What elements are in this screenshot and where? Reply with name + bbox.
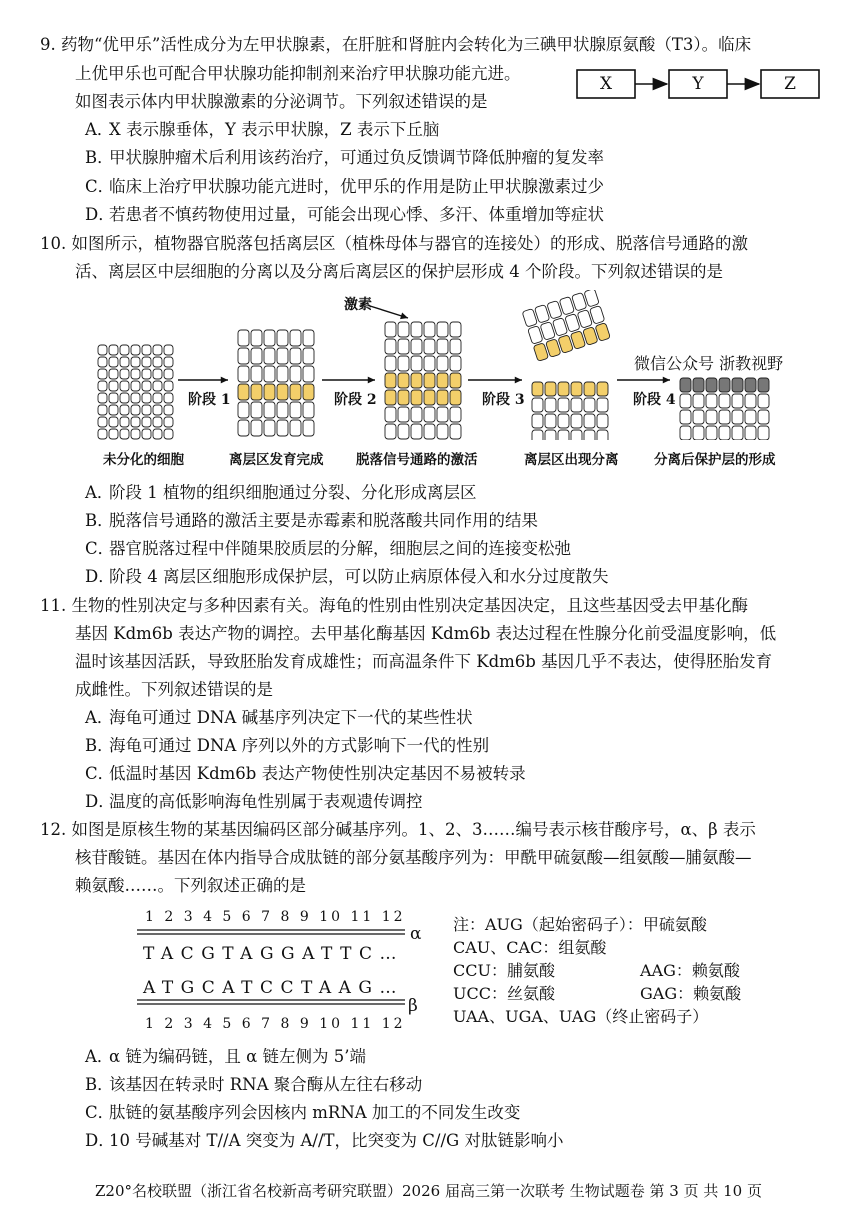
q9-option-d: D．若患者不慎药物使用过量，可能会出现心悸、多汗、体重增加等症状	[85, 205, 604, 224]
zone-cell	[264, 384, 275, 400]
alpha-position-numbers: 1 2 3 4 5 6 7 8 9 10 11 12	[145, 909, 406, 925]
activated-cell	[385, 356, 396, 371]
undifferentiated-cell	[98, 381, 107, 391]
protective-cell	[719, 378, 730, 392]
base-cell	[584, 382, 595, 396]
undifferentiated-cell	[164, 381, 173, 391]
zone-cell	[264, 420, 275, 436]
undifferentiated-cell	[131, 417, 140, 427]
base-cell	[597, 414, 608, 428]
q9-option-b: B．甲状腺肿瘤术后利用该药治疗，可通过负反馈调节降低肿瘤的复发率	[85, 148, 604, 167]
activated-cell	[450, 390, 461, 405]
activated-cell	[437, 407, 448, 422]
q12-option-a: A．α 链为编码链，且 α 链左侧为 5’端	[85, 1047, 367, 1066]
activated-cell	[385, 407, 396, 422]
q12-stem-line2: 核苷酸链。基因在体内指导合成肽链的部分氨基酸序列为：甲酰甲硫氨酸—组氨酸—脯氨酸—	[75, 848, 752, 867]
undifferentiated-cell	[109, 393, 118, 403]
base-cell	[558, 398, 569, 412]
protective-cell	[758, 394, 769, 408]
protective-cell	[745, 410, 756, 424]
activated-cell	[437, 356, 448, 371]
undifferentiated-cell	[98, 417, 107, 427]
zone-cell	[290, 348, 301, 364]
zone-cell	[277, 330, 288, 346]
protective-cell	[706, 410, 717, 424]
undifferentiated-cell	[153, 369, 162, 379]
activated-cell	[424, 407, 435, 422]
activated-cell	[398, 322, 409, 337]
alpha-strand-label: α	[410, 924, 422, 944]
protective-cell	[706, 394, 717, 408]
undifferentiated-cell	[131, 405, 140, 415]
base-cell	[597, 398, 608, 412]
activated-cell	[437, 322, 448, 337]
box-y-label: Y	[692, 74, 704, 94]
zone-cell	[251, 330, 262, 346]
protective-cell	[680, 378, 691, 392]
stage-2-label: 阶段 2	[334, 392, 377, 408]
undifferentiated-cell	[153, 357, 162, 367]
q11-stem-line2: 基因 Kdm6b 表达产物的调控。去甲基化酶基因 Kdm6b 表达过程在性腺分化前受温度影响，低	[75, 624, 777, 643]
zone-cell	[303, 402, 314, 418]
undifferentiated-cell	[142, 381, 151, 391]
stage-4-label: 阶段 4	[633, 392, 676, 408]
zone-cell	[238, 402, 249, 418]
protective-cell	[680, 410, 691, 424]
undifferentiated-cell	[120, 381, 129, 391]
base-cell	[532, 414, 543, 428]
zone-cell	[264, 348, 275, 364]
protective-cell	[758, 426, 769, 440]
protective-cell	[758, 378, 769, 392]
zone-cell	[251, 402, 262, 418]
activated-cell	[437, 339, 448, 354]
undifferentiated-cell	[153, 345, 162, 355]
undifferentiated-cell	[131, 345, 140, 355]
zone-cell	[264, 366, 275, 382]
base-cell	[597, 430, 608, 440]
undifferentiated-cell	[153, 429, 162, 439]
protective-cell	[758, 410, 769, 424]
activated-cell	[450, 424, 461, 439]
undifferentiated-cell	[142, 429, 151, 439]
activated-cell	[424, 390, 435, 405]
undifferentiated-cell	[109, 345, 118, 355]
undifferentiated-cell	[131, 381, 140, 391]
base-cell	[532, 430, 543, 440]
activated-cell	[450, 339, 461, 354]
zone-cell	[238, 420, 249, 436]
q11-stem-line4: 成雌性。下列叙述错误的是	[75, 680, 273, 699]
q9-option-c: C．临床上治疗甲状腺功能亢进时，优甲乐的作用是防止甲状腺激素过少	[85, 177, 604, 196]
undifferentiated-cell	[98, 345, 107, 355]
note-aag: AAG：赖氨酸	[640, 961, 740, 980]
detached-organ-cells	[522, 290, 610, 361]
undifferentiated-cell	[109, 429, 118, 439]
undifferentiated-cell	[109, 417, 118, 427]
base-cell	[545, 382, 556, 396]
q9-option-a: A．X 表示腺垂体，Y 表示甲状腺，Z 表示下丘脑	[85, 120, 440, 139]
q10-stem-line2: 活、离层区中层细胞的分离以及分离后离层区的保护层形成 4 个阶段。下列叙述错误的是	[75, 262, 723, 281]
undifferentiated-cell	[131, 393, 140, 403]
activated-cell	[411, 424, 422, 439]
q11-option-c: C．低温时基因 Kdm6b 表达产物使性别决定基因不易被转录	[85, 764, 526, 783]
activated-cell	[398, 424, 409, 439]
q12-option-b: B．该基因在转录时 RNA 聚合酶从左往右移动	[85, 1075, 423, 1094]
q9-stem-line1: 9. 药物“优甲乐”活性成分为左甲状腺素，在肝脏和肾脏内会转化为三碘甲状腺原氨酸（T3）。临床	[40, 35, 752, 54]
undifferentiated-cell	[109, 381, 118, 391]
protective-cell	[693, 394, 704, 408]
protective-cell	[745, 378, 756, 392]
protective-cell	[732, 426, 743, 440]
protective-cell	[732, 394, 743, 408]
protective-cell	[719, 394, 730, 408]
zone-cell	[290, 420, 301, 436]
activated-cell	[424, 339, 435, 354]
undifferentiated-cell	[142, 369, 151, 379]
zone-cell	[251, 366, 262, 382]
protective-cell	[680, 394, 691, 408]
undifferentiated-cell	[153, 417, 162, 427]
box-z-label: Z	[784, 74, 796, 94]
zone-cell	[251, 420, 262, 436]
q12-stem-line3: 赖氨酸……。下列叙述正确的是	[75, 876, 306, 895]
activated-cell	[424, 322, 435, 337]
undifferentiated-cell	[120, 417, 129, 427]
q9-stem-line3: 如图表示体内甲状腺激素的分泌调节。下列叙述错误的是	[75, 92, 488, 111]
zone-cell	[277, 420, 288, 436]
activated-cell	[385, 339, 396, 354]
undifferentiated-cell	[164, 429, 173, 439]
q10-option-a: A．阶段 1 植物的组织细胞通过分裂、分化形成离层区	[85, 483, 477, 502]
zone-cell	[264, 330, 275, 346]
q11-stem-line1: 11. 生物的性别决定与多种因素有关。海龟的性别由性别决定基因决定，且这些基因受去甲基化酶	[40, 596, 748, 615]
zone-cell	[303, 366, 314, 382]
activated-cell	[424, 373, 435, 388]
zone-cell	[251, 348, 262, 364]
stage-1-arrow-head	[221, 377, 228, 384]
activated-cell	[437, 390, 448, 405]
q11-option-a: A．海龟可通过 DNA 碱基序列决定下一代的某些性状	[85, 708, 473, 727]
undifferentiated-cell	[109, 369, 118, 379]
activated-cell	[398, 407, 409, 422]
undifferentiated-cell	[98, 357, 107, 367]
alpha-sequence: TACGTAGGATTC…	[143, 944, 404, 964]
undifferentiated-cell	[164, 357, 173, 367]
undifferentiated-cell	[109, 357, 118, 367]
zone-cell	[238, 366, 249, 382]
activated-cell	[398, 356, 409, 371]
base-cell	[584, 398, 595, 412]
page-footer: Z20°名校联盟（浙江省名校新高考研究联盟）2026 届高三第一次联考 生物试题卷 第 3 页 共 10 页	[95, 1182, 762, 1200]
zone-cell	[251, 384, 262, 400]
base-cell	[558, 414, 569, 428]
activated-cell	[385, 373, 396, 388]
base-cell	[558, 382, 569, 396]
caption-undifferentiated: 未分化的细胞	[103, 452, 184, 468]
protective-cell	[745, 426, 756, 440]
hormone-label: 激素	[344, 297, 372, 313]
stage-4-arrow-head	[663, 377, 670, 384]
box-x-label: X	[599, 74, 613, 94]
activated-cell	[450, 407, 461, 422]
activated-cell	[450, 373, 461, 388]
base-cell	[597, 382, 608, 396]
undifferentiated-cell	[131, 357, 140, 367]
undifferentiated-cell	[153, 405, 162, 415]
q9-stem-line2: 上优甲乐也可配合甲状腺功能抑制剂来治疗甲状腺功能亢进。	[75, 64, 521, 83]
q11-option-b: B．海龟可通过 DNA 序列以外的方式影响下一代的性别	[85, 736, 490, 755]
undifferentiated-cell	[153, 381, 162, 391]
undifferentiated-cell	[164, 369, 173, 379]
beta-strand-label: β	[408, 996, 418, 1016]
undifferentiated-cell	[164, 345, 173, 355]
activated-cell	[424, 424, 435, 439]
protective-cell	[719, 426, 730, 440]
note-aug: 注：AUG（起始密码子）：甲硫氨酸	[453, 915, 707, 934]
activated-cell	[398, 390, 409, 405]
zone-cell	[290, 402, 301, 418]
zone-cell	[277, 384, 288, 400]
undifferentiated-cell	[164, 405, 173, 415]
q10-option-b: B．脱落信号通路的激活主要是赤霉素和脱落酸共同作用的结果	[85, 511, 538, 530]
beta-position-numbers: 1 2 3 4 5 6 7 8 9 10 11 12	[145, 1016, 406, 1032]
protective-cell	[732, 410, 743, 424]
note-ucc: UCC：丝氨酸	[453, 984, 555, 1003]
protective-cell	[719, 410, 730, 424]
q10-option-c: C．器官脱落过程中伴随果胶质层的分解，细胞层之间的连接变松弛	[85, 539, 571, 558]
zone-cell	[277, 348, 288, 364]
zone-cell	[277, 402, 288, 418]
undifferentiated-cell	[120, 369, 129, 379]
activated-cell	[437, 373, 448, 388]
undifferentiated-cell	[164, 393, 173, 403]
zone-cell	[290, 330, 301, 346]
undifferentiated-cell	[109, 405, 118, 415]
undifferentiated-cell	[142, 345, 151, 355]
undifferentiated-cell	[120, 393, 129, 403]
caption-protective-layer: 分离后保护层的形成	[654, 452, 776, 468]
protective-cell	[706, 378, 717, 392]
protective-cell	[693, 378, 704, 392]
stage-2-arrow-head	[368, 377, 375, 384]
undifferentiated-cell	[131, 429, 140, 439]
q12-stem-line1: 12. 如图是原核生物的某基因编码区部分碱基序列。1、2、3……编号表示核苷酸序号，α、β 表示	[40, 820, 756, 839]
activated-cell	[398, 339, 409, 354]
zone-cell	[303, 420, 314, 436]
note-ccu: CCU：脯氨酸	[453, 961, 555, 980]
protective-cell	[693, 410, 704, 424]
base-cell	[545, 414, 556, 428]
stage-3-label: 阶段 3	[482, 392, 525, 408]
note-cau-cac: CAU、CAC：组氨酸	[453, 938, 607, 957]
undifferentiated-cell	[131, 369, 140, 379]
base-cell	[571, 382, 582, 396]
zone-cell	[303, 330, 314, 346]
zone-cell	[303, 384, 314, 400]
base-cell	[532, 382, 543, 396]
undifferentiated-cell	[142, 393, 151, 403]
watermark-text: 微信公众号 浙教视野	[634, 354, 784, 373]
base-cell	[584, 430, 595, 440]
undifferentiated-cell	[98, 393, 107, 403]
activated-cell	[411, 390, 422, 405]
undifferentiated-cell	[142, 405, 151, 415]
hormone-arrow-head	[400, 313, 408, 320]
caption-separation: 离层区出现分离	[524, 452, 619, 468]
zone-cell	[238, 330, 249, 346]
activated-cell	[411, 339, 422, 354]
activated-cell	[398, 373, 409, 388]
undifferentiated-cell	[98, 405, 107, 415]
q11-stem-line3: 温时该基因活跃，导致胚胎发育成雄性；而高温条件下 Kdm6b 基因几乎不表达，使得胚胎发育	[75, 652, 773, 671]
zone-cell	[290, 384, 301, 400]
undifferentiated-cell	[120, 405, 129, 415]
note-stop-codons: UAA、UGA、UAG（终止密码子）	[453, 1007, 709, 1026]
undifferentiated-cell	[142, 417, 151, 427]
caption-zone-formed: 离层区发育完成	[229, 452, 324, 468]
protective-cell	[745, 394, 756, 408]
protective-cell	[693, 426, 704, 440]
zone-cell	[290, 366, 301, 382]
activated-cell	[450, 356, 461, 371]
undifferentiated-cell	[153, 393, 162, 403]
base-cell	[571, 414, 582, 428]
activated-cell	[411, 356, 422, 371]
q12-option-d: D．10 号碱基对 T//A 突变为 A//T，比突变为 C//G 对肽链影响小	[85, 1131, 564, 1150]
zone-cell	[238, 384, 249, 400]
stage-3-arrow-head	[515, 377, 522, 384]
base-cell	[532, 398, 543, 412]
base-cell	[571, 430, 582, 440]
undifferentiated-cell	[120, 357, 129, 367]
undifferentiated-cell	[98, 369, 107, 379]
undifferentiated-cell	[98, 429, 107, 439]
protective-cell	[732, 378, 743, 392]
protective-cell	[706, 426, 717, 440]
undifferentiated-cell	[120, 345, 129, 355]
undifferentiated-cell	[142, 357, 151, 367]
caption-signal-activation: 脱落信号通路的激活	[356, 452, 478, 468]
q10-option-d: D．阶段 4 离层区细胞形成保护层，可以防止病原体侵入和水分过度散失	[85, 567, 609, 586]
beta-sequence: ATGCATCCTAAG…	[143, 978, 405, 998]
zone-cell	[303, 348, 314, 364]
activated-cell	[385, 390, 396, 405]
activated-cell	[411, 373, 422, 388]
activated-cell	[385, 322, 396, 337]
stage-1-label: 阶段 1	[188, 392, 231, 408]
activated-cell	[437, 424, 448, 439]
zone-cell	[277, 366, 288, 382]
base-cell	[545, 430, 556, 440]
undifferentiated-cell	[164, 417, 173, 427]
undifferentiated-cell	[120, 429, 129, 439]
q12-option-c: C．肽链的氨基酸序列会因核内 mRNA 加工的不同发生改变	[85, 1103, 521, 1122]
note-gag: GAG：赖氨酸	[640, 984, 742, 1003]
zone-cell	[264, 402, 275, 418]
protective-cell	[680, 426, 691, 440]
zone-cell	[238, 348, 249, 364]
base-cell	[584, 414, 595, 428]
activated-cell	[411, 322, 422, 337]
activated-cell	[450, 322, 461, 337]
activated-cell	[385, 424, 396, 439]
base-cell	[545, 398, 556, 412]
base-cell	[571, 398, 582, 412]
activated-cell	[424, 356, 435, 371]
q10-stem-line1: 10. 如图所示，植物器官脱落包括离层区（植株母体与器官的连接处）的形成、脱落信号通路的激	[40, 234, 748, 253]
q11-option-d: D．温度的高低影响海龟性别属于表观遗传调控	[85, 792, 423, 811]
base-cell	[558, 430, 569, 440]
activated-cell	[411, 407, 422, 422]
